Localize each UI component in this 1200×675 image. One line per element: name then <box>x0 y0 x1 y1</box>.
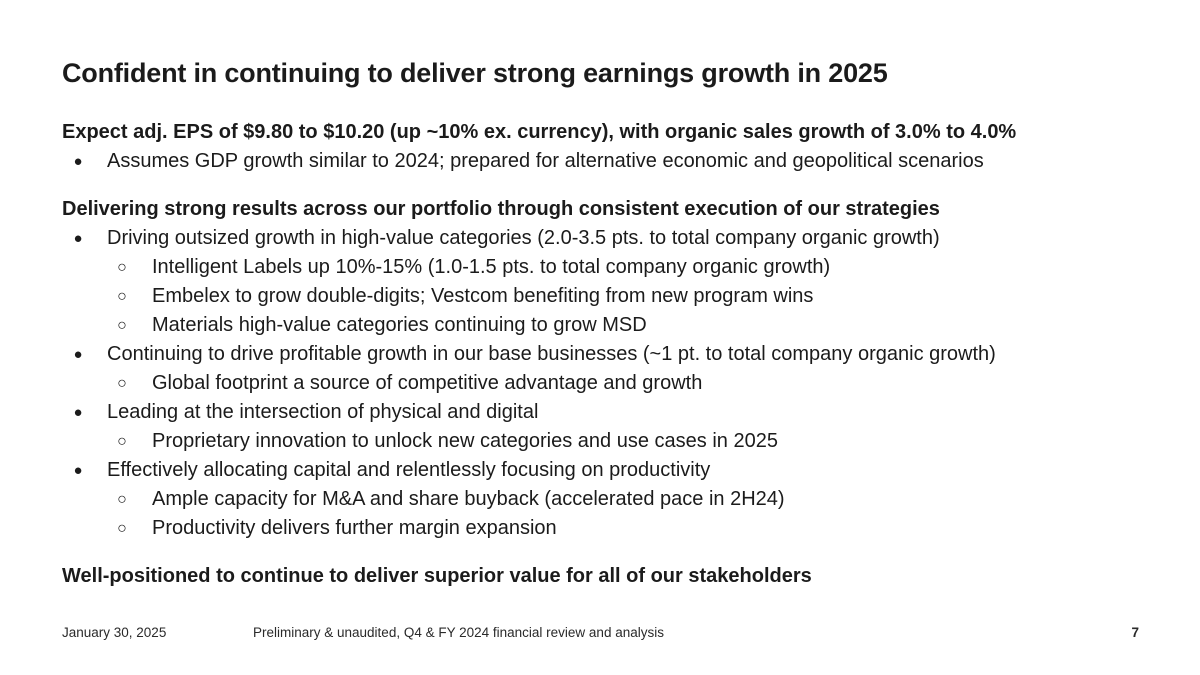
sub-bullet-text: Materials high-value categories continuing to grow MSD <box>152 314 647 336</box>
sub-bullet-item <box>62 427 1172 456</box>
footer-date: January 30, 2025 <box>62 625 167 640</box>
hollow-bullet-icon: ○ <box>117 317 127 334</box>
sub-bullet-text: Intelligent Labels up 10%-15% (1.0-1.5 pts. to total company organic growth) <box>152 256 831 278</box>
hollow-bullet-icon: ○ <box>117 520 127 537</box>
filled-bullet-icon: ● <box>73 462 83 479</box>
slide-content <box>62 118 1172 591</box>
sub-bullet-item <box>62 282 1172 311</box>
hollow-bullet-icon: ○ <box>117 433 127 450</box>
section-heading: Well-positioned to continue to deliver superior value for all of our stakeholders <box>62 565 812 587</box>
sub-bullet-text: Productivity delivers further margin expansion <box>152 517 557 539</box>
filled-bullet-icon: ● <box>73 346 83 363</box>
bullet-item <box>62 398 1172 427</box>
slide-title: Confident in continuing to deliver strong earnings growth in 2025 <box>62 58 888 88</box>
hollow-bullet-icon: ○ <box>117 491 127 508</box>
sub-bullet-item <box>62 485 1172 514</box>
filled-bullet-icon: ● <box>73 153 83 170</box>
sub-bullet-text: Ample capacity for M&A and share buyback (accelerated pace in 2H24) <box>152 488 785 510</box>
sub-bullet-item <box>62 253 1172 282</box>
hollow-bullet-icon: ○ <box>117 288 127 305</box>
bullet-text: Leading at the intersection of physical and digital <box>107 401 539 423</box>
hollow-bullet-icon: ○ <box>117 375 127 392</box>
sub-bullet-item <box>62 369 1172 398</box>
sub-bullet-text: Proprietary innovation to unlock new categories and use cases in 2025 <box>152 430 778 452</box>
bullet-item <box>62 456 1172 485</box>
bullet-text: Assumes GDP growth similar to 2024; prepared for alternative economic and geopolitical scenarios <box>107 150 984 172</box>
section-heading: Expect adj. EPS of $9.80 to $10.20 (up ~10% ex. currency), with organic sales growth of 3.0% to 4.0% <box>62 121 1017 143</box>
filled-bullet-icon: ● <box>73 230 83 247</box>
bullet-item <box>62 224 1172 253</box>
filled-bullet-icon: ● <box>73 404 83 421</box>
bullet-text: Effectively allocating capital and relentlessly focusing on productivity <box>107 459 711 481</box>
footer-description: Preliminary & unaudited, Q4 & FY 2024 financial review and analysis <box>253 625 664 640</box>
bullet-item <box>62 147 1172 176</box>
sub-bullet-text: Global footprint a source of competitive advantage and growth <box>152 372 703 394</box>
sub-bullet-text: Embelex to grow double-digits; Vestcom benefiting from new program wins <box>152 285 814 307</box>
bullet-text: Driving outsized growth in high-value categories (2.0-3.5 pts. to total company organic growth) <box>107 227 940 249</box>
section-heading: Delivering strong results across our portfolio through consistent execution of our strategies <box>62 198 940 220</box>
sub-bullet-item <box>62 311 1172 340</box>
bullet-item <box>62 340 1172 369</box>
sub-bullet-item <box>62 514 1172 543</box>
bullet-text: Continuing to drive profitable growth in our base businesses (~1 pt. to total company organic growth) <box>107 343 996 365</box>
hollow-bullet-icon: ○ <box>117 259 127 276</box>
page-number: 7 <box>1131 625 1139 640</box>
